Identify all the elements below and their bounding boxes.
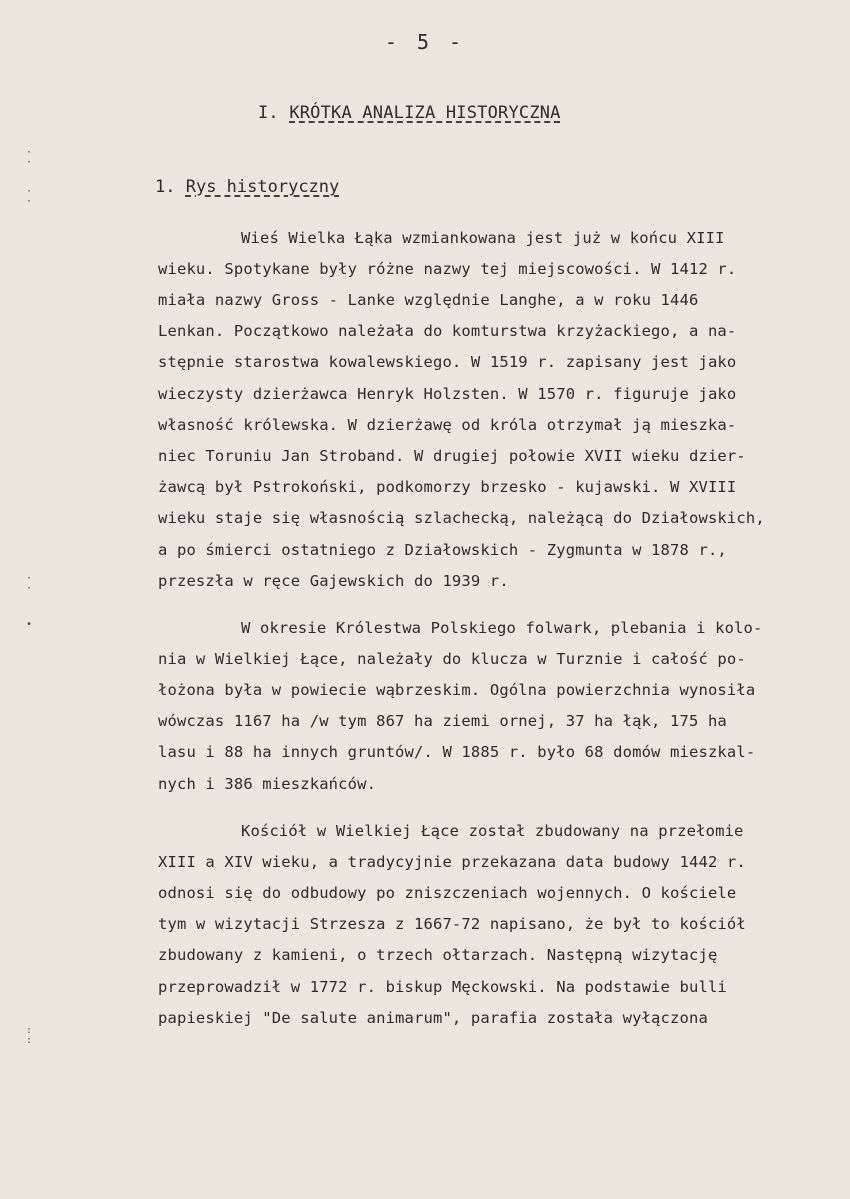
page-number: - 5 - <box>384 30 466 54</box>
binding-mark: : : <box>26 1025 33 1046</box>
paragraph-1-line: wieku staje się własnością szlachecką, należącą do Działowskich, <box>158 509 765 527</box>
chapter-number: I. <box>258 103 279 123</box>
paragraph-1-line: niec Toruniu Jan Stroband. W drugiej połowie XVII wieku dzier- <box>158 447 746 465</box>
chapter-title: KRÓTKA ANALIZA HISTORYCZNA <box>289 103 561 123</box>
paragraph-1-line: własność królewska. W dzierżawę od króla otrzymał ją mieszka- <box>158 416 737 434</box>
paragraph-3-line: papieskiej "De salute animarum", parafia została wyłączona <box>158 1009 708 1027</box>
chapter-heading <box>258 103 561 123</box>
paragraph-3-line: zbudowany z kamieni, o trzech ołtarzach. Następną wizytację <box>158 946 718 964</box>
binding-mark: · · <box>26 186 33 207</box>
paragraph-3-line: odnosi się do odbudowy po zniszczeniach wojennych. O kościele <box>158 884 737 902</box>
paragraph-1-line: a po śmierci ostatniego z Działowskich - Zygmunta w 1878 r., <box>158 541 727 559</box>
paragraph-2-line: W okresie Królestwa Polskiego folwark, plebania i kolo- <box>241 619 763 637</box>
section-number: 1. <box>155 177 176 197</box>
section-heading <box>155 177 339 197</box>
paragraph-1-line: stępnie starostwa kowalewskiego. W 1519 r. zapisany jest jako <box>158 353 737 371</box>
paragraph-3-line: Kościół w Wielkiej Łące został zbudowany na przełomie <box>241 822 744 840</box>
paragraph-2-line: nia w Wielkiej Łące, należały do klucza w Turznie i całość po- <box>158 650 746 668</box>
paragraph-2-line: łożona była w powiecie wąbrzeskim. Ogólna powierzchnia wynosiła <box>158 681 756 699</box>
paragraph-2-line: nych i 386 mieszkańców. <box>158 775 377 793</box>
paragraph-2-line: lasu i 88 ha innych gruntów/. W 1885 r. było 68 domów mieszkal- <box>158 743 756 761</box>
paragraph-1-line: wieku. Spotykane były różne nazwy tej miejscowości. W 1412 r. <box>158 260 737 278</box>
binding-mark: • <box>26 619 33 630</box>
paragraph-3-line: przeprowadził w 1772 r. biskup Męckowski. Na podstawie bulli <box>158 978 727 996</box>
binding-mark: · · <box>26 573 33 594</box>
paragraph-1-line: przeszła w ręce Gajewskich do 1939 r. <box>158 572 509 590</box>
paragraph-1-line: miała nazwy Gross - Lanke względnie Langhe, a w roku 1446 <box>158 291 699 309</box>
section-title: Rys historyczny <box>185 177 340 197</box>
paragraph-1-line: Lenkan. Początkowo należała do komturstwa krzyżackiego, a na- <box>158 322 737 340</box>
paragraph-1-line: żawcą był Pstrokoński, podkomorzy brzesko - kujawski. W XVIII <box>158 478 737 496</box>
binding-mark: · · <box>26 147 33 168</box>
paragraph-3-line: XIII a XIV wieku, a tradycyjnie przekazana data budowy 1442 r. <box>158 853 746 871</box>
paragraph-1-line: Wieś Wielka Łąka wzmiankowana jest już w końcu XIII <box>241 229 725 247</box>
paragraph-3-line: tym w wizytacji Strzesza z 1667-72 napisano, że był to kościół <box>158 915 746 933</box>
paragraph-1-line: wieczysty dzierżawca Henryk Holzsten. W 1570 r. figuruje jako <box>158 385 737 403</box>
paragraph-2-line: wówczas 1167 ha /w tym 867 ha ziemi ornej, 37 ha łąk, 175 ha <box>158 712 727 730</box>
